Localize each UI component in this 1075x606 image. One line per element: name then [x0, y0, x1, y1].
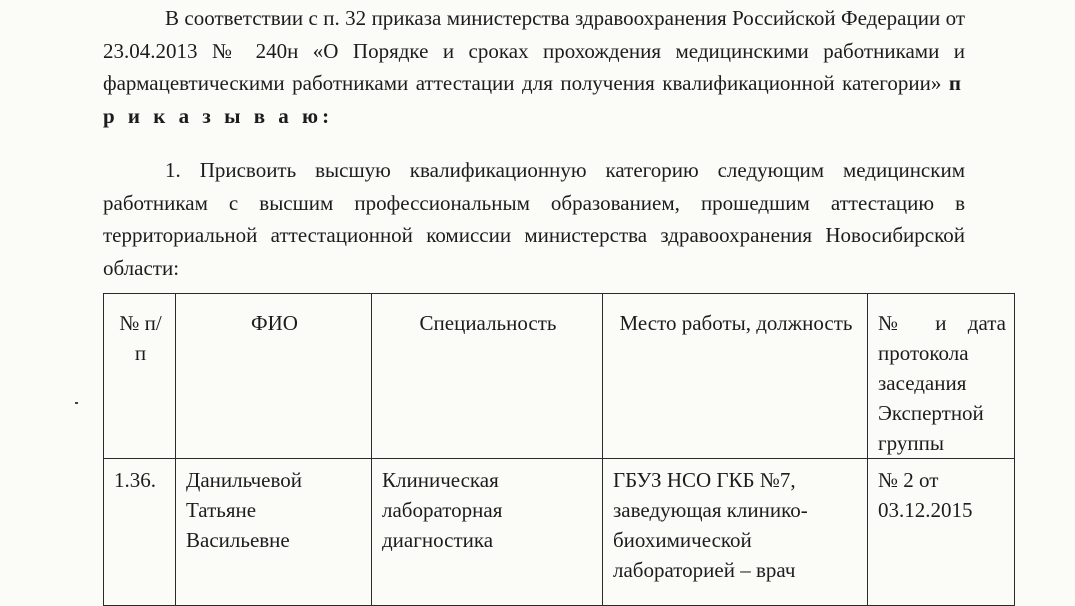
attestation-table: [103, 293, 1015, 606]
header-fio: ФИО: [176, 294, 372, 459]
header-num: № п/п: [104, 294, 176, 459]
item-1-paragraph: 1. Присвоить высшую квалификационную категорию следующим медицинским работникам с высшим профессиональным образованием, прошедшим аттестацию в территориальной аттестационной комиссии министерства здравоохранения Новосибирской области:: [103, 158, 965, 280]
table-header-row: [104, 294, 1015, 459]
order-word: п р и к а з ы в а ю:: [103, 71, 965, 128]
cell-protocol: № 2 от 03.12.2015: [868, 459, 1015, 606]
header-workplace: Место работы, должность: [603, 294, 868, 459]
cell-fio: Данильчевой Татьяне Васильевне: [176, 459, 372, 606]
header-protocol: № и дата протокола заседания Экспертной группы: [868, 294, 1015, 459]
intro-paragraph: [103, 2, 965, 132]
cell-num: 1.36.: [104, 459, 176, 606]
header-specialty: Специальность: [372, 294, 603, 459]
scan-speck: [75, 402, 78, 404]
intro-text: В соответствии с п. 32 приказа министерства здравоохранения Российской Федерации от 23.04.2013 № 240н «О Порядке и сроках прохождения медицинскими работниками и фармацевтическими работниками аттестации для получения квалификационной категории»: [103, 6, 965, 95]
cell-workplace: ГБУЗ НСО ГКБ №7, заведующая клинико-биохимической лабораторией – врач: [603, 459, 868, 606]
cell-specialty: Клиническая лабораторная диагностика: [372, 459, 603, 606]
table-row: [104, 459, 1015, 606]
